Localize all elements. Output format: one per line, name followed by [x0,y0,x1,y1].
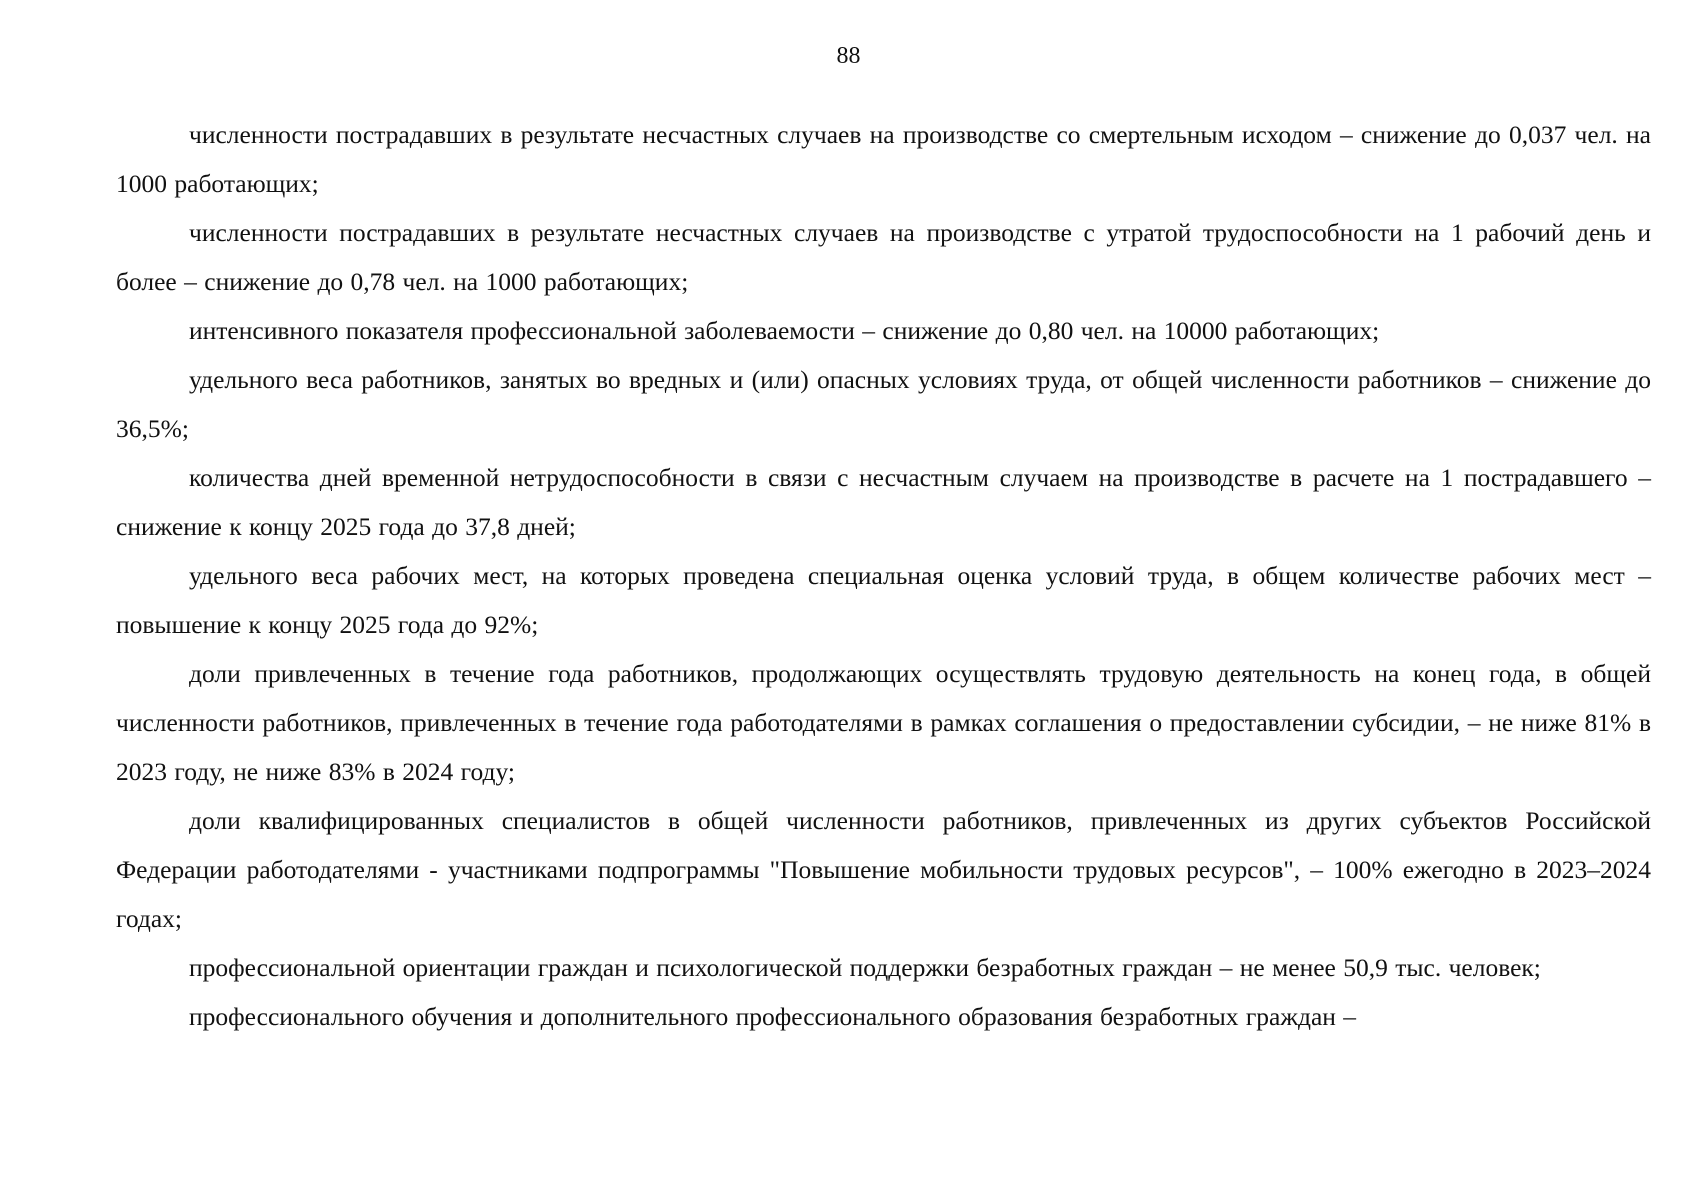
paragraph-workplace-assessment: удельного веса рабочих мест, на которых проведена специальная оценка условий труда, в общем количестве рабочих мест – повышение к концу 2025 года до 92%; [116,561,1651,639]
paragraph-occupational-disease: интенсивного показателя профессиональной заболеваемости – снижение до 0,80 чел. на 10000 работающих; [189,316,1380,345]
paragraph-professional-training: профессионального обучения и дополнительного профессионального образования безработных граждан – [189,1002,1357,1031]
paragraph-hazardous-conditions: удельного веса работников, занятых во вредных и (или) опасных условиях труда, от общей численности работников – снижение до 36,5%; [116,365,1651,443]
document-body [116,110,1651,1041]
paragraph-career-guidance: профессиональной ориентации граждан и психологической поддержки безработных граждан – не менее 50,9 тыс. человек; [189,953,1541,982]
paragraph-qualified-specialists: доли квалифицированных специалистов в общей численности работников, привлеченных из других субъектов Российской Федерации работодателями - участниками подпрограммы "Повышение мобильности трудовых ресурсов", – 100% ежегодно в 2023–2024 годах; [116,806,1651,933]
paragraph-fatal-accidents: численности пострадавших в результате несчастных случаев на производстве со смертельным исходом – снижение до 0,037 чел. на 1000 работающих; [116,120,1651,198]
page-number: 88 [836,43,861,69]
paragraph-disability-accidents: численности пострадавших в результате несчастных случаев на производстве с утратой трудоспособности на 1 рабочий день и более – снижение до 0,78 чел. на 1000 работающих; [116,218,1651,296]
paragraph-retained-workers: доли привлеченных в течение года работников, продолжающих осуществлять трудовую деятельность на конец года, в общей численности работников, привлеченных в течение года работодателями в рамках соглашения о предоставлении субсидии, – не ниже 81% в 2023 году, не ниже 83% в 2024 году; [116,659,1651,786]
paragraph-sick-days: количества дней временной нетрудоспособности в связи с несчастным случаем на производстве в расчете на 1 пострадавшего – снижение к концу 2025 года до 37,8 дней; [116,463,1651,541]
